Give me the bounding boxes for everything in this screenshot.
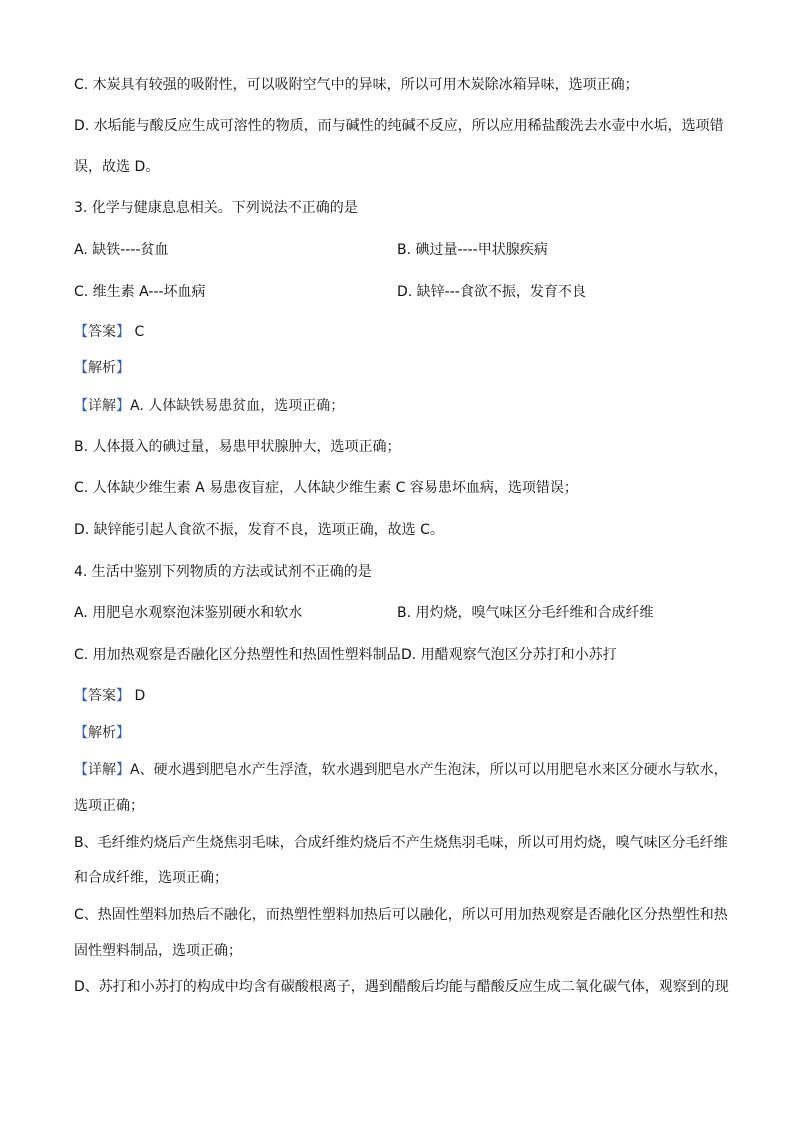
answer-value: C (134, 324, 145, 340)
answer-label: 答案 (88, 688, 116, 704)
detail-text: A. 人体缺铁易患贫血，选项正确； (130, 398, 345, 414)
bracket-close: 】 (116, 398, 130, 414)
q4-detail-b-line2: 和合成纤维，选项正确； (74, 870, 228, 886)
answer-label: 答案 (88, 324, 116, 340)
analysis-label: 解析 (88, 725, 116, 741)
detail-label: 详解 (88, 398, 116, 414)
bracket-open: 【 (74, 360, 88, 376)
bracket-open: 【 (74, 398, 88, 414)
q3-detail-b: B. 人体摄入的碘过量，易患甲状腺肿大，选项正确； (74, 439, 401, 455)
q4-option-d: D. 用醋观察气泡区分苏打和小苏打 (401, 647, 617, 663)
detail-text: A、硬水遇到肥皂水产生浮渣，软水遇到肥皂水产生泡沫，所以可以用肥皂水来区分硬水与软水， (130, 762, 728, 778)
q3-stem: 3. 化学与健康息息相关。下列说法不正确的是 (74, 200, 358, 216)
bracket-open: 【 (74, 324, 88, 340)
q3-detail-a (74, 396, 344, 416)
q4-option-a: A. 用肥皂水观察泡沫鉴别硬水和软水 (74, 605, 303, 621)
q4-detail-a-line1 (74, 760, 728, 780)
q4-option-c: C. 用加热观察是否融化区分热塑性和热固性塑料制品 (74, 647, 401, 663)
bracket-close: 】 (116, 762, 130, 778)
q3-option-b: B. 碘过量----甲状腺疾病 (397, 242, 548, 258)
q3-analysis-heading (74, 358, 130, 378)
q3-detail-d: D. 缺锌能引起人食欲不振，发育不良，选项正确，故选 C。 (74, 522, 444, 538)
q4-detail-c-line2: 固性塑料制品，选项正确； (74, 943, 242, 959)
bracket-open: 【 (74, 762, 88, 778)
q4-answer (74, 686, 145, 706)
bracket-open: 【 (74, 725, 88, 741)
detail-label: 详解 (88, 762, 116, 778)
analysis-label: 解析 (88, 360, 116, 376)
q2-option-c-explanation: C. 木炭具有较强的吸附性，可以吸附空气中的异味，所以可用木炭除冰箱异味，选项正确； (74, 77, 639, 93)
q3-option-a: A. 缺铁----贫血 (74, 242, 169, 258)
q4-detail-a-line2: 选项正确； (74, 798, 144, 814)
q2-option-d-explanation-line2: 误，故选 D。 (74, 159, 160, 175)
q2-option-d-explanation-line1: D. 水垢能与酸反应生成可溶性的物质，而与碱性的纯碱不反应，所以应用稀盐酸洗去水壶中水垢，选项错 (74, 118, 724, 134)
answer-value: D (134, 688, 146, 704)
bracket-open: 【 (74, 688, 88, 704)
bracket-close: 】 (116, 725, 130, 741)
q4-analysis-heading (74, 723, 130, 743)
bracket-close: 】 (116, 688, 130, 704)
bracket-close: 】 (116, 324, 130, 340)
q3-answer (74, 322, 144, 342)
q4-stem: 4. 生活中鉴别下列物质的方法或试剂不正确的是 (74, 564, 372, 580)
q4-detail-b-line1: B、毛纤维灼烧后产生烧焦羽毛味，合成纤维灼烧后不产生烧焦羽毛味，所以可用灼烧，嗅气味区分毛纤维 (74, 835, 728, 851)
bracket-close: 】 (116, 360, 130, 376)
q4-option-b: B. 用灼烧，嗅气味区分毛纤维和合成纤维 (397, 605, 654, 621)
q4-detail-d-line1: D、苏打和小苏打的构成中均含有碳酸根离子，遇到醋酸后均能与醋酸反应生成二氧化碳气体，观察到的现 (74, 979, 729, 995)
q3-option-d: D. 缺锌---食欲不振，发育不良 (397, 284, 586, 300)
q3-detail-c: C. 人体缺少维生素 A 易患夜盲症，人体缺少维生素 C 容易患坏血病，选项错误； (74, 480, 578, 496)
q4-detail-c-line1: C、热固性塑料加热后不融化，而热塑性塑料加热后可以融化，所以可用加热观察是否融化区分热塑性和热 (74, 907, 728, 923)
q3-option-c: C. 维生素 A---坏血病 (74, 284, 206, 300)
